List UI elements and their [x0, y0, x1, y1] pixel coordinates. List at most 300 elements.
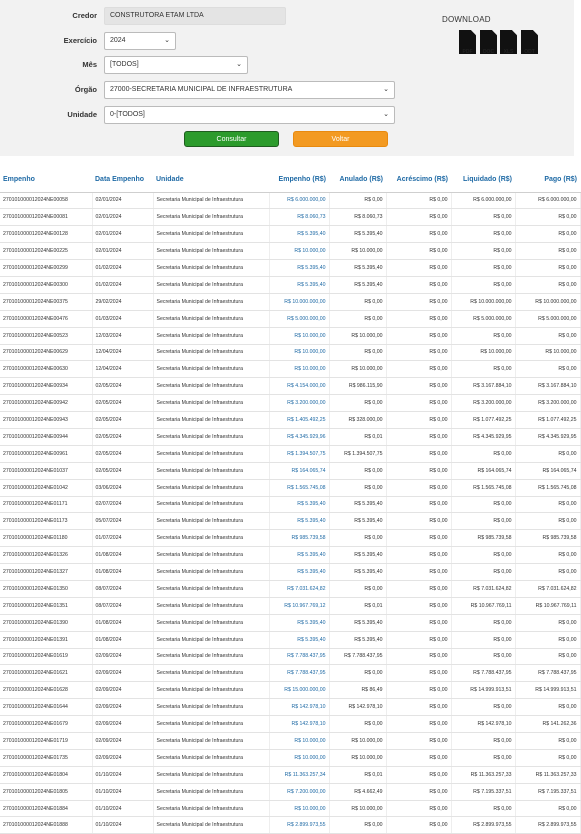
- liquidado-cell: R$ 0,00: [451, 243, 515, 260]
- pago-cell: R$ 0,00: [515, 631, 580, 648]
- data-empenho-cell: 02/01/2024: [92, 209, 153, 226]
- liquidado-cell: R$ 1.565.745,08: [451, 479, 515, 496]
- empenho-valor-cell[interactable]: R$ 10.000,00: [269, 361, 329, 378]
- unidade-cell: Secretaria Municipal de Infraestrutura: [153, 361, 269, 378]
- acrescimo-cell: R$ 0,00: [386, 614, 451, 631]
- empenho-valor-cell[interactable]: R$ 7.200.000,00: [269, 783, 329, 800]
- liquidado-cell: R$ 4.345.929,95: [451, 428, 515, 445]
- col-pago-header[interactable]: Pago (R$): [515, 168, 580, 192]
- unidade-cell: Secretaria Municipal de Infraestrutura: [153, 260, 269, 277]
- data-empenho-cell: 12/03/2024: [92, 327, 153, 344]
- data-empenho-cell: 02/09/2024: [92, 682, 153, 699]
- anulado-cell: R$ 0,00: [329, 530, 386, 547]
- acrescimo-cell: R$ 0,00: [386, 530, 451, 547]
- anulado-cell: R$ 986.115,90: [329, 378, 386, 395]
- unidade-cell: Secretaria Municipal de Infraestrutura: [153, 733, 269, 750]
- pago-cell: R$ 0,00: [515, 513, 580, 530]
- empenho-cell: 270101000012024NE01327: [0, 564, 92, 581]
- liquidado-cell: R$ 3.167.884,10: [451, 378, 515, 395]
- pago-cell: R$ 11.363.257,33: [515, 766, 580, 783]
- empenho-valor-cell[interactable]: R$ 11.363.257,34: [269, 766, 329, 783]
- anulado-cell: R$ 0,00: [329, 293, 386, 310]
- unidade-cell: Secretaria Municipal de Infraestrutura: [153, 395, 269, 412]
- empenho-valor-cell[interactable]: R$ 3.200.000,00: [269, 395, 329, 412]
- data-empenho-cell: 29/02/2024: [92, 293, 153, 310]
- table-row[interactable]: [0, 209, 580, 226]
- table-row[interactable]: [0, 310, 580, 327]
- empenho-valor-cell[interactable]: R$ 5.395,40: [269, 226, 329, 243]
- unidade-cell: Secretaria Municipal de Infraestrutura: [153, 749, 269, 766]
- liquidado-cell: R$ 5.000.000,00: [451, 310, 515, 327]
- empenho-cell: 270101000012024NE00944: [0, 428, 92, 445]
- table-row[interactable]: [0, 395, 580, 412]
- pago-cell: R$ 7.195.337,51: [515, 783, 580, 800]
- data-empenho-cell: 01/08/2024: [92, 631, 153, 648]
- liquidado-cell: R$ 0,00: [451, 614, 515, 631]
- empenho-cell: 270101000012024NE00961: [0, 445, 92, 462]
- unidade-cell: Secretaria Municipal de Infraestrutura: [153, 327, 269, 344]
- chevron-down-icon: ⌄: [383, 86, 389, 93]
- empenho-valor-cell[interactable]: R$ 5.395,40: [269, 564, 329, 581]
- acrescimo-cell: R$ 0,00: [386, 378, 451, 395]
- table-row[interactable]: [0, 665, 580, 682]
- table-row[interactable]: [0, 648, 580, 665]
- orgao-value: 27000-SECRETARIA MUNICIPAL DE INFRAESTRUTURA: [110, 86, 293, 93]
- table-row[interactable]: [0, 766, 580, 783]
- empenhos-table: [0, 168, 581, 834]
- table-row[interactable]: [0, 733, 580, 750]
- empenho-cell: 270101000012024NE01180: [0, 530, 92, 547]
- pago-cell: R$ 4.345.929,95: [515, 428, 580, 445]
- table-row[interactable]: [0, 699, 580, 716]
- col-acrescimo-header[interactable]: Acréscimo (R$): [386, 168, 451, 192]
- table-row[interactable]: [0, 327, 580, 344]
- data-empenho-cell: 01/10/2024: [92, 783, 153, 800]
- empenho-valor-cell[interactable]: R$ 5.000.000,00: [269, 310, 329, 327]
- empenho-cell: 270101000012024NE01719: [0, 733, 92, 750]
- empenho-valor-cell[interactable]: R$ 7.788.437,95: [269, 665, 329, 682]
- acrescimo-cell: R$ 0,00: [386, 412, 451, 429]
- empenho-cell: 270101000012024NE01326: [0, 547, 92, 564]
- pago-cell: R$ 7.788.437,95: [515, 665, 580, 682]
- unidade-cell: Secretaria Municipal de Infraestrutura: [153, 716, 269, 733]
- table-row[interactable]: [0, 496, 580, 513]
- data-empenho-cell: 02/01/2024: [92, 226, 153, 243]
- empenho-valor-cell[interactable]: R$ 5.395,40: [269, 276, 329, 293]
- empenho-cell: 270101000012024NE00375: [0, 293, 92, 310]
- empenho-cell: 270101000012024NE00476: [0, 310, 92, 327]
- table-header-row: [0, 168, 580, 192]
- empenho-valor-cell[interactable]: R$ 10.000,00: [269, 749, 329, 766]
- table-row[interactable]: [0, 226, 580, 243]
- empenho-cell: 270101000012024NE01042: [0, 479, 92, 496]
- empenho-cell: 270101000012024NE00081: [0, 209, 92, 226]
- anulado-cell: R$ 10.000,00: [329, 361, 386, 378]
- data-empenho-cell: 12/04/2024: [92, 361, 153, 378]
- unidade-cell: Secretaria Municipal de Infraestrutura: [153, 378, 269, 395]
- filter-panel: [0, 0, 574, 156]
- chevron-down-icon: ⌄: [236, 61, 242, 68]
- empenho-cell: 270101000012024NE01390: [0, 614, 92, 631]
- unidade-cell: Secretaria Municipal de Infraestrutura: [153, 648, 269, 665]
- unidade-cell: Secretaria Municipal de Infraestrutura: [153, 209, 269, 226]
- acrescimo-cell: R$ 0,00: [386, 243, 451, 260]
- table-row[interactable]: [0, 513, 580, 530]
- acrescimo-cell: R$ 0,00: [386, 462, 451, 479]
- pago-cell: R$ 0,00: [515, 260, 580, 277]
- data-empenho-cell: 02/09/2024: [92, 733, 153, 750]
- unidade-cell: Secretaria Municipal de Infraestrutura: [153, 243, 269, 260]
- data-empenho-cell: 02/09/2024: [92, 665, 153, 682]
- empenho-cell: 270101000012024NE00058: [0, 192, 92, 209]
- acrescimo-cell: R$ 0,00: [386, 479, 451, 496]
- empenho-valor-cell[interactable]: R$ 8.060,73: [269, 209, 329, 226]
- unidade-cell: Secretaria Municipal de Infraestrutura: [153, 564, 269, 581]
- table-row[interactable]: [0, 530, 580, 547]
- empenho-valor-cell[interactable]: R$ 5.395,40: [269, 496, 329, 513]
- liquidado-cell: R$ 0,00: [451, 361, 515, 378]
- col-empenho-valor-header[interactable]: Empenho (R$): [269, 168, 329, 192]
- pago-cell: R$ 7.031.624,82: [515, 580, 580, 597]
- data-empenho-cell: 02/09/2024: [92, 716, 153, 733]
- table-row[interactable]: [0, 716, 580, 733]
- pago-cell: R$ 14.999.913,51: [515, 682, 580, 699]
- data-empenho-cell: 01/08/2024: [92, 564, 153, 581]
- pago-cell: R$ 0,00: [515, 547, 580, 564]
- table-body: [0, 192, 580, 834]
- acrescimo-cell: R$ 0,00: [386, 766, 451, 783]
- unidade-cell: Secretaria Municipal de Infraestrutura: [153, 547, 269, 564]
- empenho-cell: 270101000012024NE01621: [0, 665, 92, 682]
- credor-label: Credor: [72, 11, 97, 20]
- table-row[interactable]: [0, 462, 580, 479]
- pago-cell: R$ 0,00: [515, 327, 580, 344]
- empenho-valor-cell[interactable]: R$ 7.788.437,95: [269, 648, 329, 665]
- empenho-cell: 270101000012024NE01735: [0, 749, 92, 766]
- unidade-cell: Secretaria Municipal de Infraestrutura: [153, 614, 269, 631]
- data-empenho-cell: 02/05/2024: [92, 412, 153, 429]
- unidade-cell: Secretaria Municipal de Infraestrutura: [153, 817, 269, 834]
- liquidado-cell: R$ 0,00: [451, 226, 515, 243]
- table-row[interactable]: [0, 580, 580, 597]
- table-row[interactable]: [0, 428, 580, 445]
- liquidado-cell: R$ 164.065,74: [451, 462, 515, 479]
- anulado-cell: R$ 1.394.507,75: [329, 445, 386, 462]
- results-table-container: [0, 168, 577, 834]
- data-empenho-cell: 01/07/2024: [92, 530, 153, 547]
- anulado-cell: R$ 5.395,40: [329, 226, 386, 243]
- empenho-valor-cell[interactable]: R$ 142.978,10: [269, 699, 329, 716]
- anulado-cell: R$ 5.395,40: [329, 547, 386, 564]
- pago-cell: R$ 0,00: [515, 445, 580, 462]
- table-row[interactable]: [0, 682, 580, 699]
- liquidado-cell: R$ 14.999.913,51: [451, 682, 515, 699]
- liquidado-cell: R$ 0,00: [451, 699, 515, 716]
- col-liquidado-header[interactable]: Liquidado (R$): [451, 168, 515, 192]
- liquidado-cell: R$ 6.000.000,00: [451, 192, 515, 209]
- table-row[interactable]: [0, 445, 580, 462]
- liquidado-cell: R$ 0,00: [451, 733, 515, 750]
- empenho-cell: 270101000012024NE01171: [0, 496, 92, 513]
- empenho-valor-cell[interactable]: R$ 1.565.745,08: [269, 479, 329, 496]
- data-empenho-cell: 02/01/2024: [92, 192, 153, 209]
- empenho-valor-cell[interactable]: R$ 10.000,00: [269, 733, 329, 750]
- table-row[interactable]: [0, 412, 580, 429]
- acrescimo-cell: R$ 0,00: [386, 564, 451, 581]
- liquidado-cell: R$ 0,00: [451, 209, 515, 226]
- empenho-valor-cell[interactable]: R$ 2.899.973,55: [269, 817, 329, 834]
- empenho-valor-cell[interactable]: R$ 5.395,40: [269, 631, 329, 648]
- chevron-down-icon: ⌄: [164, 37, 170, 44]
- table-row[interactable]: [0, 243, 580, 260]
- anulado-cell: R$ 10.000,00: [329, 243, 386, 260]
- anulado-cell: R$ 4.662,49: [329, 783, 386, 800]
- table-row[interactable]: [0, 614, 580, 631]
- empenho-valor-cell[interactable]: R$ 6.000.000,00: [269, 192, 329, 209]
- pago-cell: R$ 0,00: [515, 361, 580, 378]
- empenho-valor-cell[interactable]: R$ 985.739,58: [269, 530, 329, 547]
- empenho-cell: 270101000012024NE00630: [0, 361, 92, 378]
- acrescimo-cell: R$ 0,00: [386, 682, 451, 699]
- table-row[interactable]: [0, 344, 580, 361]
- empenho-valor-cell[interactable]: R$ 10.000,00: [269, 344, 329, 361]
- table-row[interactable]: [0, 378, 580, 395]
- data-empenho-cell: 01/10/2024: [92, 800, 153, 817]
- table-row[interactable]: [0, 293, 580, 310]
- acrescimo-cell: R$ 0,00: [386, 428, 451, 445]
- pago-cell: R$ 10.000,00: [515, 344, 580, 361]
- data-empenho-cell: 08/07/2024: [92, 597, 153, 614]
- pago-cell: R$ 10.967.769,11: [515, 597, 580, 614]
- acrescimo-cell: R$ 0,00: [386, 699, 451, 716]
- empenho-cell: 270101000012024NE01644: [0, 699, 92, 716]
- unidade-cell: Secretaria Municipal de Infraestrutura: [153, 462, 269, 479]
- table-row[interactable]: [0, 800, 580, 817]
- data-empenho-cell: 02/09/2024: [92, 648, 153, 665]
- table-row[interactable]: [0, 597, 580, 614]
- data-empenho-cell: 01/02/2024: [92, 260, 153, 277]
- anulado-cell: R$ 5.395,40: [329, 513, 386, 530]
- anulado-cell: R$ 10.000,00: [329, 327, 386, 344]
- liquidado-cell: R$ 0,00: [451, 445, 515, 462]
- liquidado-cell: R$ 0,00: [451, 648, 515, 665]
- acrescimo-cell: R$ 0,00: [386, 749, 451, 766]
- data-empenho-cell: 03/06/2024: [92, 479, 153, 496]
- table-row[interactable]: [0, 631, 580, 648]
- acrescimo-cell: R$ 0,00: [386, 800, 451, 817]
- unidade-label: Unidade: [67, 110, 97, 119]
- table-row[interactable]: [0, 276, 580, 293]
- empenho-valor-cell[interactable]: R$ 7.031.624,82: [269, 580, 329, 597]
- mes-label: Mês: [82, 60, 97, 69]
- acrescimo-cell: R$ 0,00: [386, 192, 451, 209]
- empenho-valor-cell[interactable]: R$ 4.154.000,00: [269, 378, 329, 395]
- anulado-cell: R$ 86,49: [329, 682, 386, 699]
- empenho-cell: 270101000012024NE01351: [0, 597, 92, 614]
- empenho-cell: 270101000012024NE00128: [0, 226, 92, 243]
- anulado-cell: R$ 5.395,40: [329, 276, 386, 293]
- acrescimo-cell: R$ 0,00: [386, 580, 451, 597]
- data-empenho-cell: 02/05/2024: [92, 445, 153, 462]
- acrescimo-cell: R$ 0,00: [386, 716, 451, 733]
- empenho-cell: 270101000012024NE01888: [0, 817, 92, 834]
- data-empenho-cell: 01/10/2024: [92, 766, 153, 783]
- unidade-cell: Secretaria Municipal de Infraestrutura: [153, 631, 269, 648]
- acrescimo-cell: R$ 0,00: [386, 209, 451, 226]
- table-row[interactable]: [0, 547, 580, 564]
- liquidado-cell: R$ 0,00: [451, 547, 515, 564]
- empenho-valor-cell[interactable]: R$ 164.065,74: [269, 462, 329, 479]
- table-row[interactable]: [0, 564, 580, 581]
- table-row[interactable]: [0, 817, 580, 834]
- table-row[interactable]: [0, 783, 580, 800]
- data-empenho-cell: 02/09/2024: [92, 699, 153, 716]
- exercicio-label: Exercício: [63, 36, 97, 45]
- data-empenho-cell: 12/04/2024: [92, 344, 153, 361]
- liquidado-cell: R$ 3.200.000,00: [451, 395, 515, 412]
- anulado-cell: R$ 0,01: [329, 766, 386, 783]
- table-row[interactable]: [0, 260, 580, 277]
- empenho-cell: 270101000012024NE00943: [0, 412, 92, 429]
- table-row[interactable]: [0, 749, 580, 766]
- pago-cell: R$ 0,00: [515, 496, 580, 513]
- liquidado-cell: R$ 1.077.492,25: [451, 412, 515, 429]
- unidade-cell: Secretaria Municipal de Infraestrutura: [153, 445, 269, 462]
- pago-cell: R$ 0,00: [515, 800, 580, 817]
- unidade-cell: Secretaria Municipal de Infraestrutura: [153, 580, 269, 597]
- unidade-cell: Secretaria Municipal de Infraestrutura: [153, 226, 269, 243]
- unidade-cell: Secretaria Municipal de Infraestrutura: [153, 800, 269, 817]
- acrescimo-cell: R$ 0,00: [386, 783, 451, 800]
- empenho-valor-cell[interactable]: R$ 5.395,40: [269, 260, 329, 277]
- unidade-select[interactable]: [104, 106, 395, 124]
- anulado-cell: R$ 0,00: [329, 192, 386, 209]
- anulado-cell: R$ 7.788.437,95: [329, 648, 386, 665]
- table-row[interactable]: [0, 361, 580, 378]
- anulado-cell: R$ 10.000,00: [329, 749, 386, 766]
- empenho-valor-cell[interactable]: R$ 142.978,10: [269, 716, 329, 733]
- liquidado-cell: R$ 7.195.337,51: [451, 783, 515, 800]
- empenho-valor-cell[interactable]: R$ 10.000,00: [269, 327, 329, 344]
- empenho-valor-cell[interactable]: R$ 15.000.000,00: [269, 682, 329, 699]
- col-unidade-header[interactable]: Unidade: [153, 168, 269, 192]
- acrescimo-cell: R$ 0,00: [386, 547, 451, 564]
- mes-value: [TODOS]: [110, 61, 139, 68]
- pago-cell: R$ 985.739,58: [515, 530, 580, 547]
- pago-cell: R$ 0,00: [515, 209, 580, 226]
- unidade-cell: Secretaria Municipal de Infraestrutura: [153, 699, 269, 716]
- empenho-cell: 270101000012024NE01350: [0, 580, 92, 597]
- empenho-valor-cell[interactable]: R$ 5.395,40: [269, 513, 329, 530]
- liquidado-cell: R$ 0,00: [451, 496, 515, 513]
- anulado-cell: R$ 5.395,40: [329, 564, 386, 581]
- empenho-valor-cell[interactable]: R$ 10.000,00: [269, 243, 329, 260]
- col-anulado-header[interactable]: Anulado (R$): [329, 168, 386, 192]
- orgao-select[interactable]: [104, 81, 395, 99]
- anulado-cell: R$ 0,00: [329, 395, 386, 412]
- empenho-valor-cell[interactable]: R$ 10.967.769,12: [269, 597, 329, 614]
- pago-cell: R$ 0,00: [515, 614, 580, 631]
- unidade-cell: Secretaria Municipal de Infraestrutura: [153, 412, 269, 429]
- pago-cell: R$ 0,00: [515, 226, 580, 243]
- empenho-cell: 270101000012024NE01037: [0, 462, 92, 479]
- empenho-cell: 270101000012024NE00629: [0, 344, 92, 361]
- acrescimo-cell: R$ 0,00: [386, 817, 451, 834]
- voltar-button[interactable]: Voltar: [293, 131, 388, 147]
- anulado-cell: R$ 328.000,00: [329, 412, 386, 429]
- empenho-valor-cell[interactable]: R$ 10.000,00: [269, 800, 329, 817]
- acrescimo-cell: R$ 0,00: [386, 226, 451, 243]
- exercicio-value: 2024: [110, 37, 126, 44]
- anulado-cell: R$ 5.395,40: [329, 260, 386, 277]
- xls-file-icon[interactable]: [500, 30, 517, 54]
- pdf-file-icon[interactable]: [459, 30, 476, 54]
- empenho-valor-cell[interactable]: R$ 1.405.492,25: [269, 412, 329, 429]
- empenho-valor-cell[interactable]: R$ 5.395,40: [269, 547, 329, 564]
- liquidado-cell: R$ 142.978,10: [451, 716, 515, 733]
- odt-file-icon[interactable]: [521, 30, 538, 54]
- pago-cell: R$ 0,00: [515, 243, 580, 260]
- unidade-cell: Secretaria Municipal de Infraestrutura: [153, 479, 269, 496]
- table-row[interactable]: [0, 479, 580, 496]
- data-empenho-cell: 08/07/2024: [92, 580, 153, 597]
- exercicio-select[interactable]: [104, 32, 176, 50]
- empenho-cell: 270101000012024NE01884: [0, 800, 92, 817]
- consultar-button[interactable]: Consultar: [184, 131, 279, 147]
- unidade-cell: Secretaria Municipal de Infraestrutura: [153, 597, 269, 614]
- table-row[interactable]: [0, 192, 580, 209]
- acrescimo-cell: R$ 0,00: [386, 445, 451, 462]
- data-empenho-cell: 05/07/2024: [92, 513, 153, 530]
- unidade-cell: Secretaria Municipal de Infraestrutura: [153, 293, 269, 310]
- empenho-valor-cell[interactable]: R$ 5.395,40: [269, 614, 329, 631]
- empenho-valor-cell[interactable]: R$ 10.000.000,00: [269, 293, 329, 310]
- liquidado-cell: R$ 10.000,00: [451, 344, 515, 361]
- acrescimo-cell: R$ 0,00: [386, 310, 451, 327]
- chevron-down-icon: ⌄: [383, 111, 389, 118]
- data-empenho-cell: 02/07/2024: [92, 496, 153, 513]
- acrescimo-cell: R$ 0,00: [386, 733, 451, 750]
- col-empenho-header[interactable]: Empenho: [0, 168, 92, 192]
- doc-file-icon[interactable]: [480, 30, 497, 54]
- xls-label: XLS: [503, 49, 514, 55]
- unidade-cell: Secretaria Municipal de Infraestrutura: [153, 783, 269, 800]
- liquidado-cell: R$ 7.788.437,95: [451, 665, 515, 682]
- anulado-cell: R$ 5.395,40: [329, 614, 386, 631]
- doc-label: DOC: [482, 49, 495, 55]
- col-data-empenho-header[interactable]: Data Empenho: [92, 168, 153, 192]
- data-empenho-cell: 01/02/2024: [92, 276, 153, 293]
- empenho-cell: 270101000012024NE01805: [0, 783, 92, 800]
- liquidado-cell: R$ 0,00: [451, 513, 515, 530]
- pago-cell: R$ 3.167.884,10: [515, 378, 580, 395]
- anulado-cell: R$ 0,00: [329, 310, 386, 327]
- mes-select[interactable]: [104, 56, 248, 74]
- liquidado-cell: R$ 0,00: [451, 564, 515, 581]
- unidade-cell: Secretaria Municipal de Infraestrutura: [153, 276, 269, 293]
- pago-cell: R$ 2.899.973,55: [515, 817, 580, 834]
- anulado-cell: R$ 0,01: [329, 428, 386, 445]
- anulado-cell: R$ 10.000,00: [329, 733, 386, 750]
- anulado-cell: R$ 0,00: [329, 817, 386, 834]
- empenho-valor-cell[interactable]: R$ 4.345.929,96: [269, 428, 329, 445]
- acrescimo-cell: R$ 0,00: [386, 665, 451, 682]
- anulado-cell: R$ 0,00: [329, 344, 386, 361]
- anulado-cell: R$ 0,01: [329, 597, 386, 614]
- liquidado-cell: R$ 10.000.000,00: [451, 293, 515, 310]
- empenho-cell: 270101000012024NE00299: [0, 260, 92, 277]
- empenho-valor-cell[interactable]: R$ 1.394.507,75: [269, 445, 329, 462]
